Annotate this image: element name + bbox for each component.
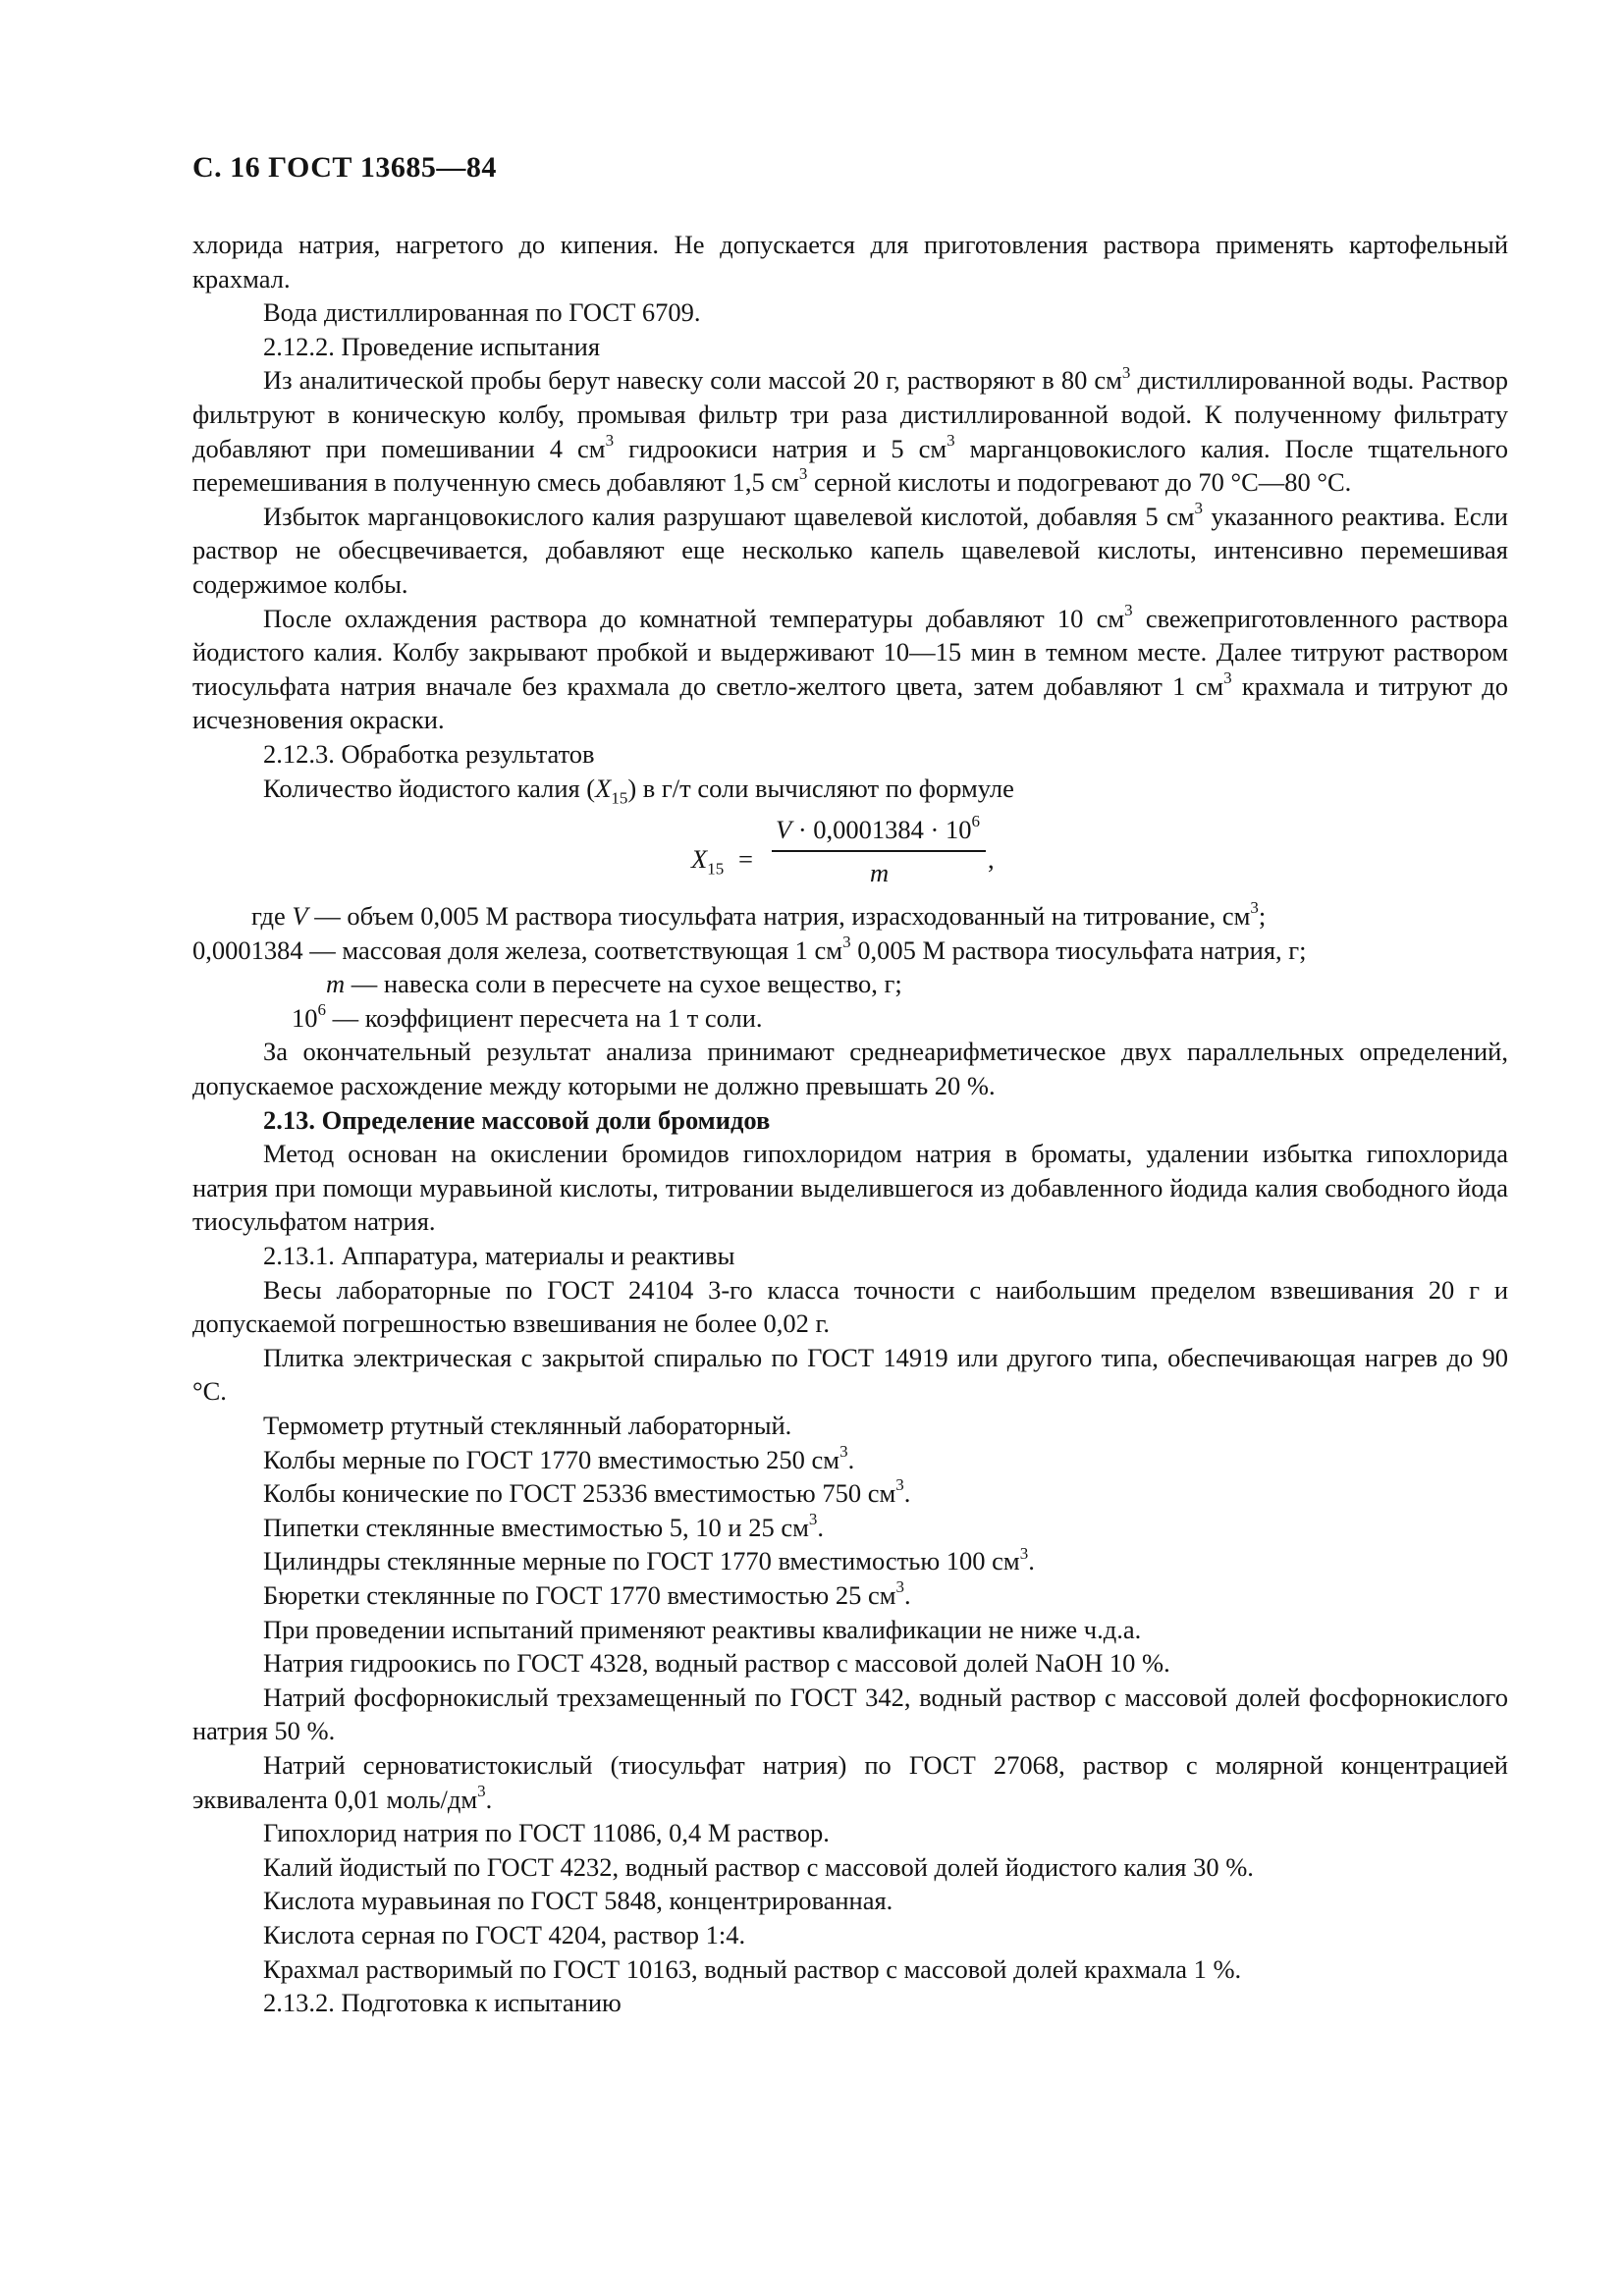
section-heading: 2.12.3. Обработка результатов	[263, 738, 595, 769]
paragraph: После охлаждения раствора до комнатной температуры добавляют 10 $см^3$ свежеприготовленного раствора йодистого калия. Колбу закрывают пробкой и выдерживают 10—15 мин в темном месте. Далее титруют раствором тиосульфата натрия вначале без крахмала до светло-желтого цвета, затем добавляют 1 $см^3$ крахмала и титруют до исчезновения окраски.	[192, 600, 1509, 735]
formula-lhs: $X_{15}$	[691, 844, 725, 879]
paragraph: Из аналитической пробы берут навеску соли массой 20 г, растворяют в 80 $см^3$ дистиллированной воды. Раствор фильтруют в коническую колбу, промывая фильтр три раза дистиллированной водой. К полученному фильтрату добавляют при помешивании 4 $см^3$ гидроокиси натрия и 5 $см^3$ марганцовокислого калия. После тщательного перемешивания в полученную смесь добавляют 1,5 $см^3$ серной кислоты и подогревают до 70 °С—80 °С.	[192, 362, 1508, 498]
formula	[192, 807, 1508, 895]
paragraph: Плитка электрическая с закрытой спиралью по ГОСТ 14919 или другого типа, обеспечивающая нагрев до 90 °С.	[192, 1342, 1508, 1407]
section-heading: 2.13.2. Подготовка к испытанию	[263, 1988, 622, 2018]
paragraph: Количество йодистого калия $(X_{15})$ в г/т соли вычисляют по формуле	[263, 773, 1014, 807]
paragraph: Натрий серноватистокислый (тиосульфат натрия) по ГОСТ 27068, раствор с молярной концентрацией эквивалента 0,01 моль/$дм^3$.	[192, 1749, 1508, 1814]
paragraph: Весы лабораторные по ГОСТ 24104 3-го класса точности с наибольшим пределом взвешивания 20 г и допускаемой погрешностью взвешивания не более 0,02 г.	[192, 1274, 1508, 1339]
paragraph: Избыток марганцовокислого калия разрушают щавелевой кислотой, добавляя 5 $см^3$ указанного реактива. Если раствор не обесцвечивается, добавляют еще несколько капель щавелевой кислоты, интенсивно перемешивая содержимое колбы.	[192, 498, 1508, 599]
paragraph: Натрий фосфорнокислый трехзамещенный по ГОСТ 342, водный раствор с массовой долей фосфорнокислого натрия 50 %.	[192, 1682, 1508, 1746]
legend-item: $10^6$ — коэффициент пересчета на 1 т соли.	[292, 1000, 763, 1033]
formula-comma: ,	[988, 844, 995, 875]
paragraph: Гипохлорид натрия по ГОСТ 11086, 0,4 М раствор.	[263, 1818, 830, 1848]
page-content	[192, 228, 1508, 2020]
formula-equals: =	[738, 844, 753, 875]
section-heading: 2.13.1. Аппаратура, материалы и реактивы	[263, 1241, 735, 1271]
legend-item: m — навеска соли в пересчете на сухое вещество, г;	[326, 969, 902, 999]
formula-denominator: m	[870, 858, 890, 888]
paragraph: Натрия гидроокись по ГОСТ 4328, водный раствор с массовой долей NaOH 10 %.	[263, 1648, 1170, 1679]
paragraph: Кислота серная по ГОСТ 4204, раствор 1:4.	[263, 1919, 746, 1949]
paragraph: Вода дистиллированная по ГОСТ 6709.	[263, 297, 701, 328]
formula-numerator: $V \cdot 0,0001384 \cdot 10^6$	[776, 812, 980, 845]
paragraph: Термометр ртутный стеклянный лабораторный.	[263, 1411, 792, 1440]
paragraph: Кислота муравьиная по ГОСТ 5848, концентрированная.	[263, 1886, 893, 1916]
paragraph: Крахмал растворимый по ГОСТ 10163, водный раствор с массовой долей крахмала 1 %.	[263, 1953, 1242, 1984]
legend-item: где V — объем 0,005 М раствора тиосульфата натрия, израсходованный на титрование, $см^3$;	[251, 898, 1267, 932]
legend-item: 0,0001384 — массовая доля железа, соответствующая 1 $см^3$ 0,005 М раствора тиосульфата натрия, г;	[192, 932, 1307, 965]
paragraph: Колбы мерные по ГОСТ 1770 вместимостью 250 $см^3$.	[263, 1441, 855, 1474]
page-header: С. 16 ГОСТ 13685—84	[192, 151, 497, 184]
paragraph: Метод основан на окислении бромидов гипохлоридом натрия в броматы, удалении избытка гипохлорида натрия при помощи муравьиной кислоты, титровании выделившегося из добавленного йодида калия свободного йода тиосульфатом натрия.	[192, 1139, 1508, 1237]
section-heading: 2.13. Определение массовой доли бромидов	[263, 1104, 771, 1135]
paragraph: хлорида натрия, нагретого до кипения. Не допускается для приготовления раствора применять картофельный крахмал.	[192, 230, 1508, 294]
section-heading: 2.12.2. Проведение испытания	[263, 331, 601, 361]
paragraph: Пипетки стеклянные вместимостью 5, 10 и 25 $см^3$.	[263, 1509, 824, 1542]
paragraph: Калий йодистый по ГОСТ 4232, водный раствор с массовой долей йодистого калия 30 %.	[263, 1851, 1254, 1882]
paragraph: Колбы конические по ГОСТ 25336 вместимостью 750 $см^3$.	[263, 1475, 911, 1509]
formula-legend	[192, 899, 1508, 1035]
paragraph: При проведении испытаний применяют реактивы квалификации не ниже ч.д.а.	[263, 1614, 1142, 1644]
fraction-bar	[772, 850, 986, 852]
paragraph: За окончательный результат анализа принимают среднеарифметическое двух параллельных определений, допускаемое расхождение между которыми не должно превышать 20 %.	[192, 1037, 1508, 1101]
paragraph: Цилиндры стеклянные мерные по ГОСТ 1770 вместимостью 100 $см^3$.	[263, 1543, 1035, 1576]
paragraph: Бюретки стеклянные по ГОСТ 1770 вместимостью 25 $см^3$.	[263, 1577, 911, 1610]
